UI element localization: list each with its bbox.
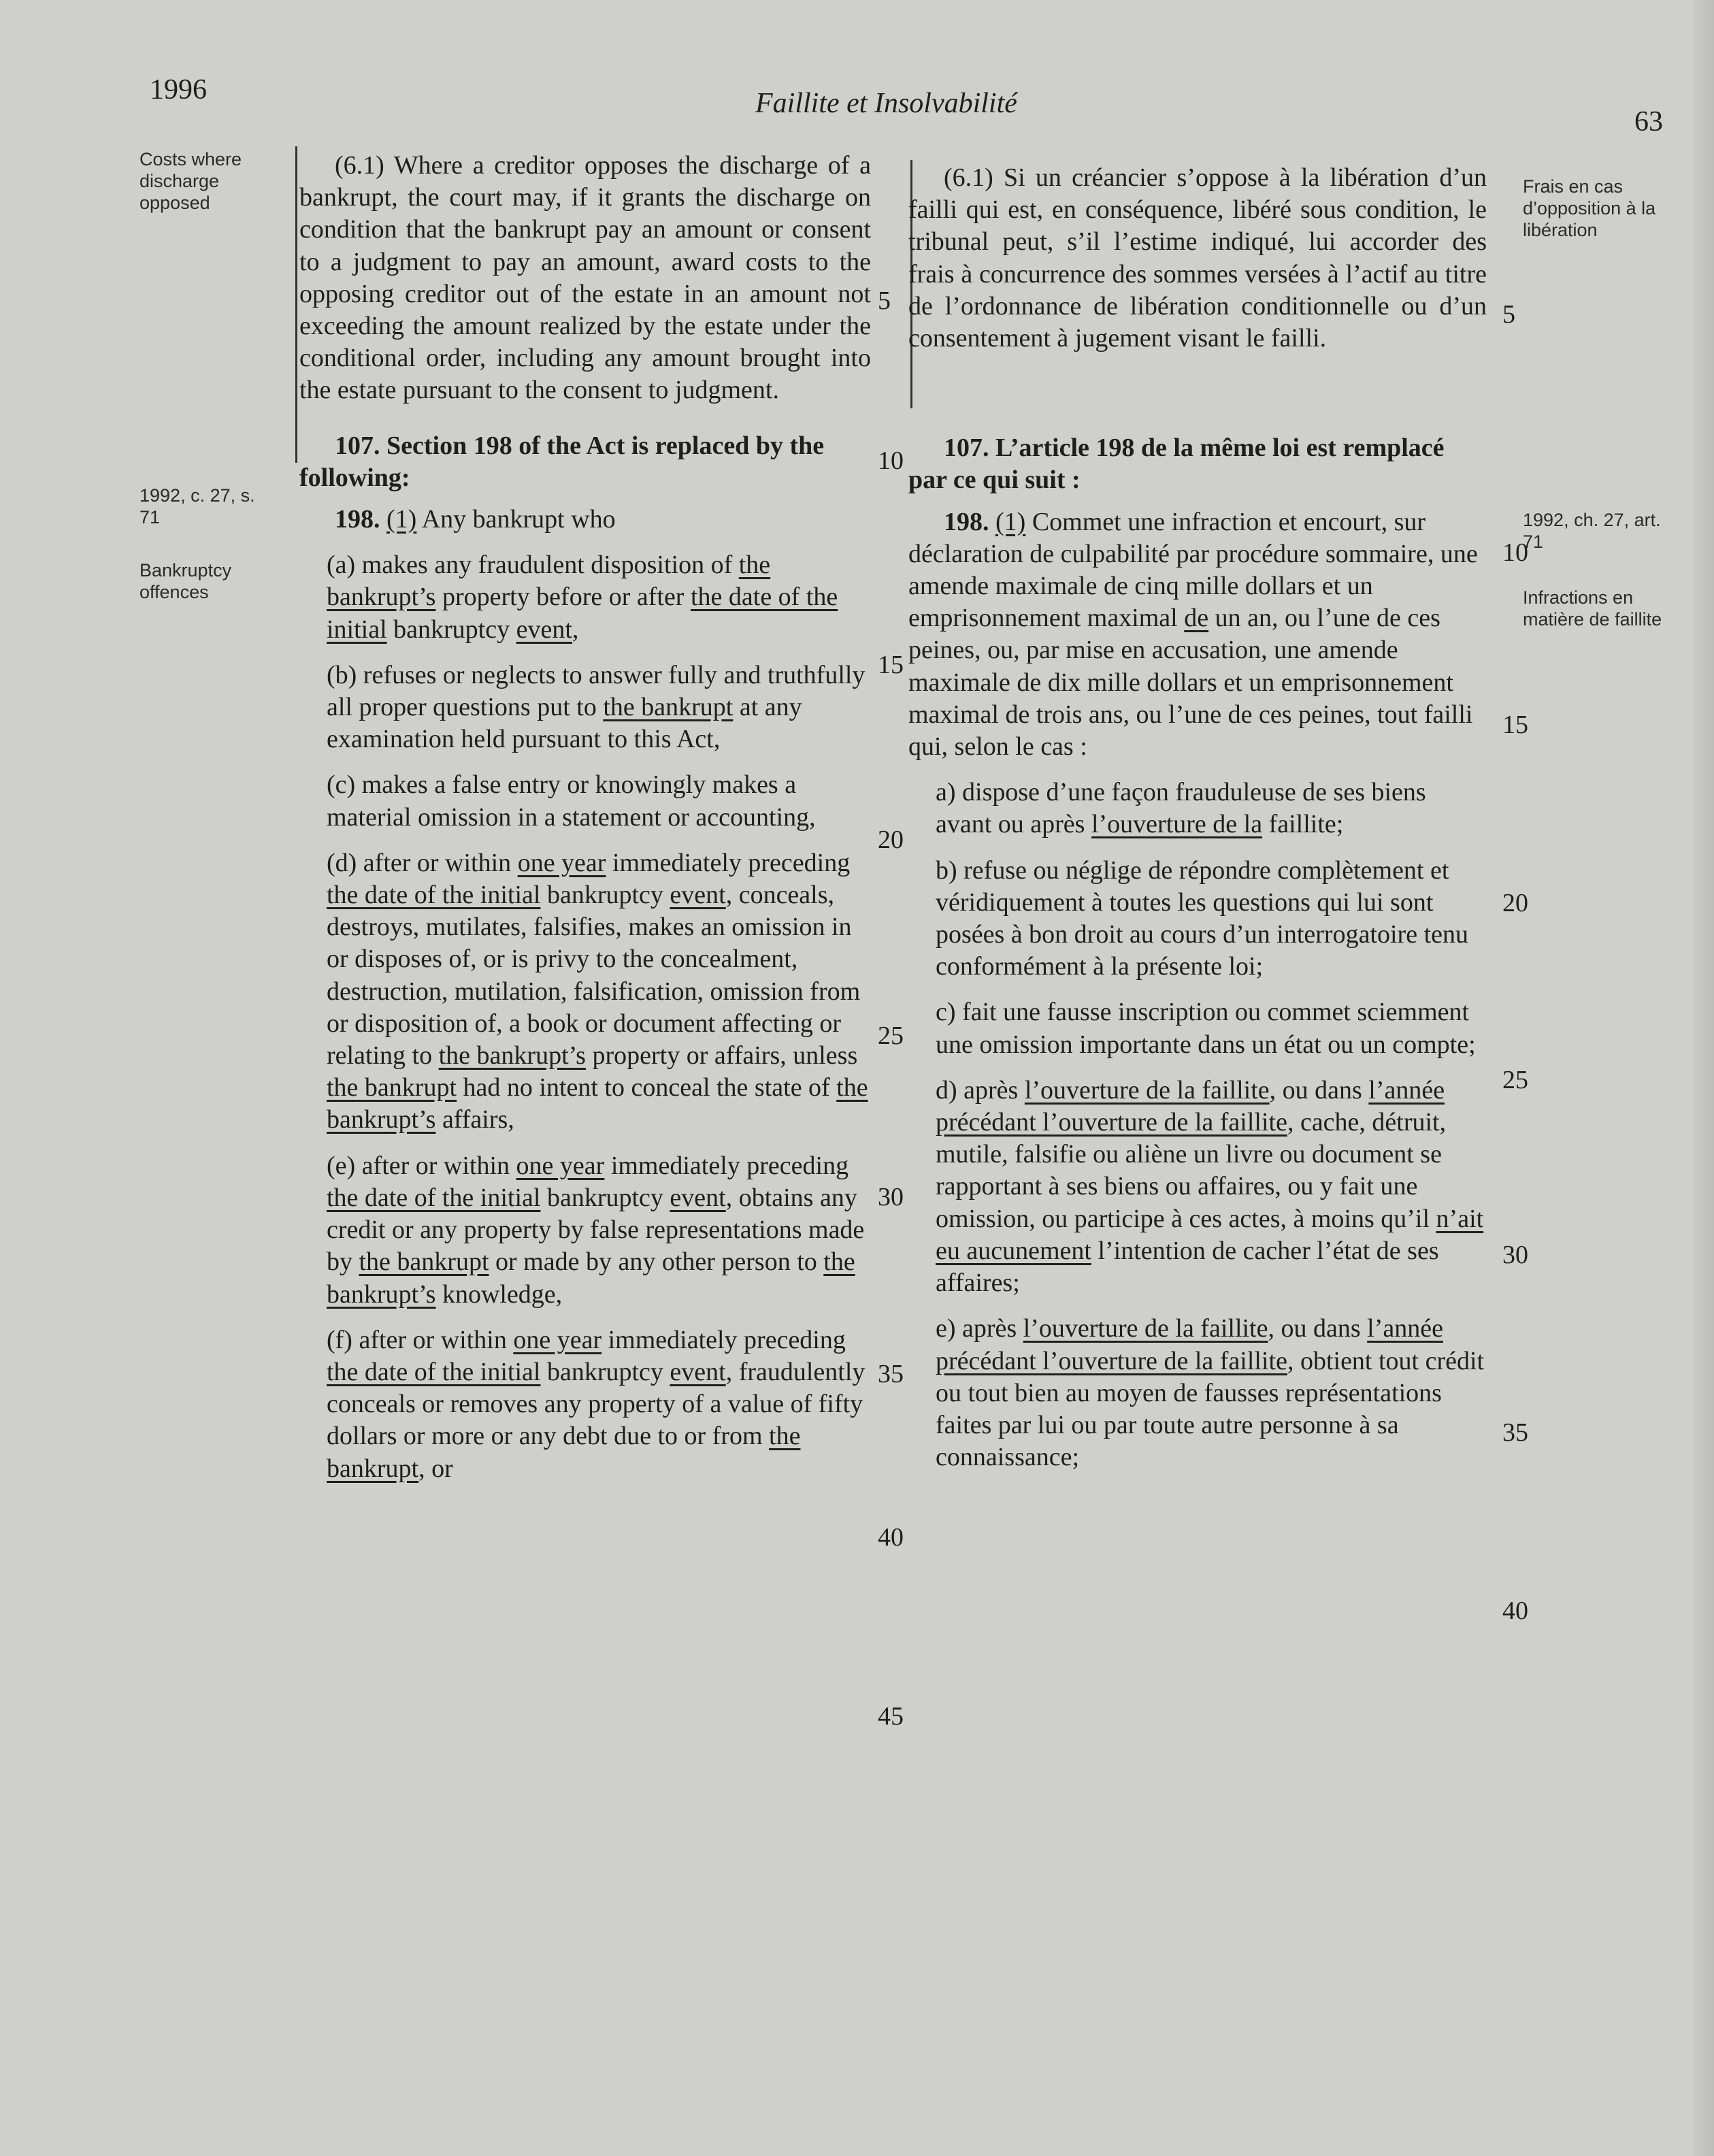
french-paragraph-e: e) après l’ouverture de la faillite, ou dans l’année précédant l’ouverture de la faillite, obtient tout crédit ou tout bien au moyen de fausses représentations faites par lui ou par toute autre personne à sa connaissance; — [936, 1314, 1485, 1472]
french-section-198: 198. (1) Commet une infraction et encourt, sur déclaration de culpabilité par procédure sommaire, une amende maximale de cinq mille dollars et un emprisonnement maximal de un an, ou l’une de ces peines, ou, par mise en accusation, une amende maximale de dix mille dollars et un emprisonnement maximal de trois ans, ou l’une de ces peines, tout failli qui, selon le cas : — [908, 507, 1478, 762]
line-number: 5 — [878, 287, 891, 315]
english-clause-107: 107. Section 198 of the Act is replaced by the following: — [299, 431, 825, 492]
margin-note-offences: Bankruptcy offences — [139, 560, 232, 602]
line-number: 25 — [878, 1022, 904, 1050]
margin-note-infractions: Infractions en matière de faillite — [1523, 587, 1662, 630]
running-title: Faillite et Insolvabilité — [755, 88, 1017, 119]
french-paragraph-c: c) fait une fausse inscription ou commet sciemment une omission importante dans un état ou un compte; — [936, 998, 1476, 1059]
page-number: 63 — [1634, 106, 1663, 137]
margin-note-costs: Costs where discharge opposed — [139, 149, 242, 213]
line-number: 40 — [878, 1523, 904, 1552]
french-paragraph-d: d) après l’ouverture de la faillite, ou dans l’année précédant l’ouverture de la faillite, cache, détruit, mutile, falsifie ou aliène un livre ou document se rapportant à ses biens ou affaires, ou y fait une omission, ou participe à ces actes, à moins qu’il n’ait eu aucunement l’intention de cacher l’état de ses affaires; — [936, 1075, 1484, 1298]
margin-note-frais: Frais en cas d’opposition à la libération — [1523, 176, 1656, 240]
english-section-198 — [299, 504, 871, 536]
line-number: 35 — [878, 1360, 904, 1388]
line-number: 35 — [1502, 1418, 1528, 1447]
english-paragraph-f: (f) after or within one year immediately preceding the date of the initial bankruptcy event, fraudulently conceals or removes any property of a value of fifty dollars or more or any debt due to or from the bankrupt, or — [327, 1325, 866, 1483]
section-198-text: Any bankrupt who — [421, 505, 616, 534]
margin-note-citation-fr: 1992, ch. 27, art. 71 — [1523, 510, 1661, 552]
section-198-number: 198. — [335, 505, 380, 534]
line-number: 15 — [1502, 710, 1528, 739]
change-bar-english — [295, 146, 297, 463]
line-number: 20 — [878, 826, 904, 854]
english-paragraph-d: (d) after or within one year immediately preceding the date of the initial bankruptcy event, conceals, destroys, mutilates, falsifies, makes an omission in or disposes of, or is privy to the concealment, destruction, mutilation, falsification, omission from or disposition of, a book or document affecting or relating to the bankrupt’s property or affairs, unless the bankrupt had no intent to conceal the state of the bankrupt’s affairs, — [327, 848, 868, 1134]
page-edge — [1694, 0, 1714, 2156]
english-subsection-6-1: (6.1) Where a creditor opposes the discharge of a bankrupt, the court may, if it grants the discharge on condition that the bankrupt pay an amount or consent to a judgment to pay an amount, award costs to the opposing creditor out of the estate in an amount not exceeding the amount realized by the estate under the conditional order, including any amount brought into the estate pursuant to the consent to judgment. — [299, 151, 871, 405]
line-number: 5 — [1502, 300, 1515, 329]
french-clause-107: 107. L’article 198 de la même loi est remplacé par ce qui suit : — [908, 434, 1445, 495]
line-number: 45 — [878, 1702, 904, 1731]
subsection-1: (1) — [386, 505, 417, 534]
line-number: 40 — [1502, 1597, 1528, 1625]
french-column — [908, 162, 1487, 1473]
line-number: 30 — [1502, 1241, 1528, 1269]
line-number: 10 — [878, 446, 904, 475]
margin-note-citation: 1992, c. 27, s. 71 — [139, 485, 255, 527]
french-paragraph-b: b) refuse ou néglige de répondre complètement et véridiquement à toutes les questions qui lui sont posées à bon droit au cours d’un interrogatoire tenu conformément à la présente loi; — [936, 855, 1468, 981]
english-column — [299, 150, 871, 1485]
line-number: 15 — [878, 651, 904, 679]
line-number: 30 — [878, 1183, 904, 1211]
english-paragraph-a: (a) makes any fraudulent disposition of the bankrupt’s property before or after the date of the initial bankruptcy event, — [327, 551, 838, 644]
line-number: 25 — [1502, 1066, 1528, 1094]
english-paragraph-c: (c) makes a false entry or knowingly makes a material omission in a statement or accounting, — [327, 770, 816, 832]
english-paragraph-b: (b) refuses or neglects to answer fully and truthfully all proper questions put to the bankrupt at any examination held pursuant to this Act, — [327, 660, 866, 754]
line-number: 10 — [1502, 538, 1528, 567]
line-number: 20 — [1502, 889, 1528, 917]
french-subsection-6-1: (6.1) Si un créancier s’oppose à la libération d’un failli qui est, en conséquence, libéré sous condition, le tribunal peut, s’il l’estime indiqué, lui accorder des frais à concurrence des sommes versées à l’actif au titre de l’ordonnance de libération conditionnelle ou d’un consentement à jugement visant le failli. — [908, 163, 1487, 353]
french-paragraph-a: a) dispose d’une façon frauduleuse de ses biens avant ou après l’ouverture de la faillite; — [936, 778, 1426, 839]
english-paragraph-e: (e) after or within one year immediately preceding the date of the initial bankruptcy event, obtains any credit or any property by false representations made by the bankrupt or made by any other person to the bankrupt’s knowledge, — [327, 1151, 865, 1309]
page-year: 1996 — [150, 74, 207, 105]
